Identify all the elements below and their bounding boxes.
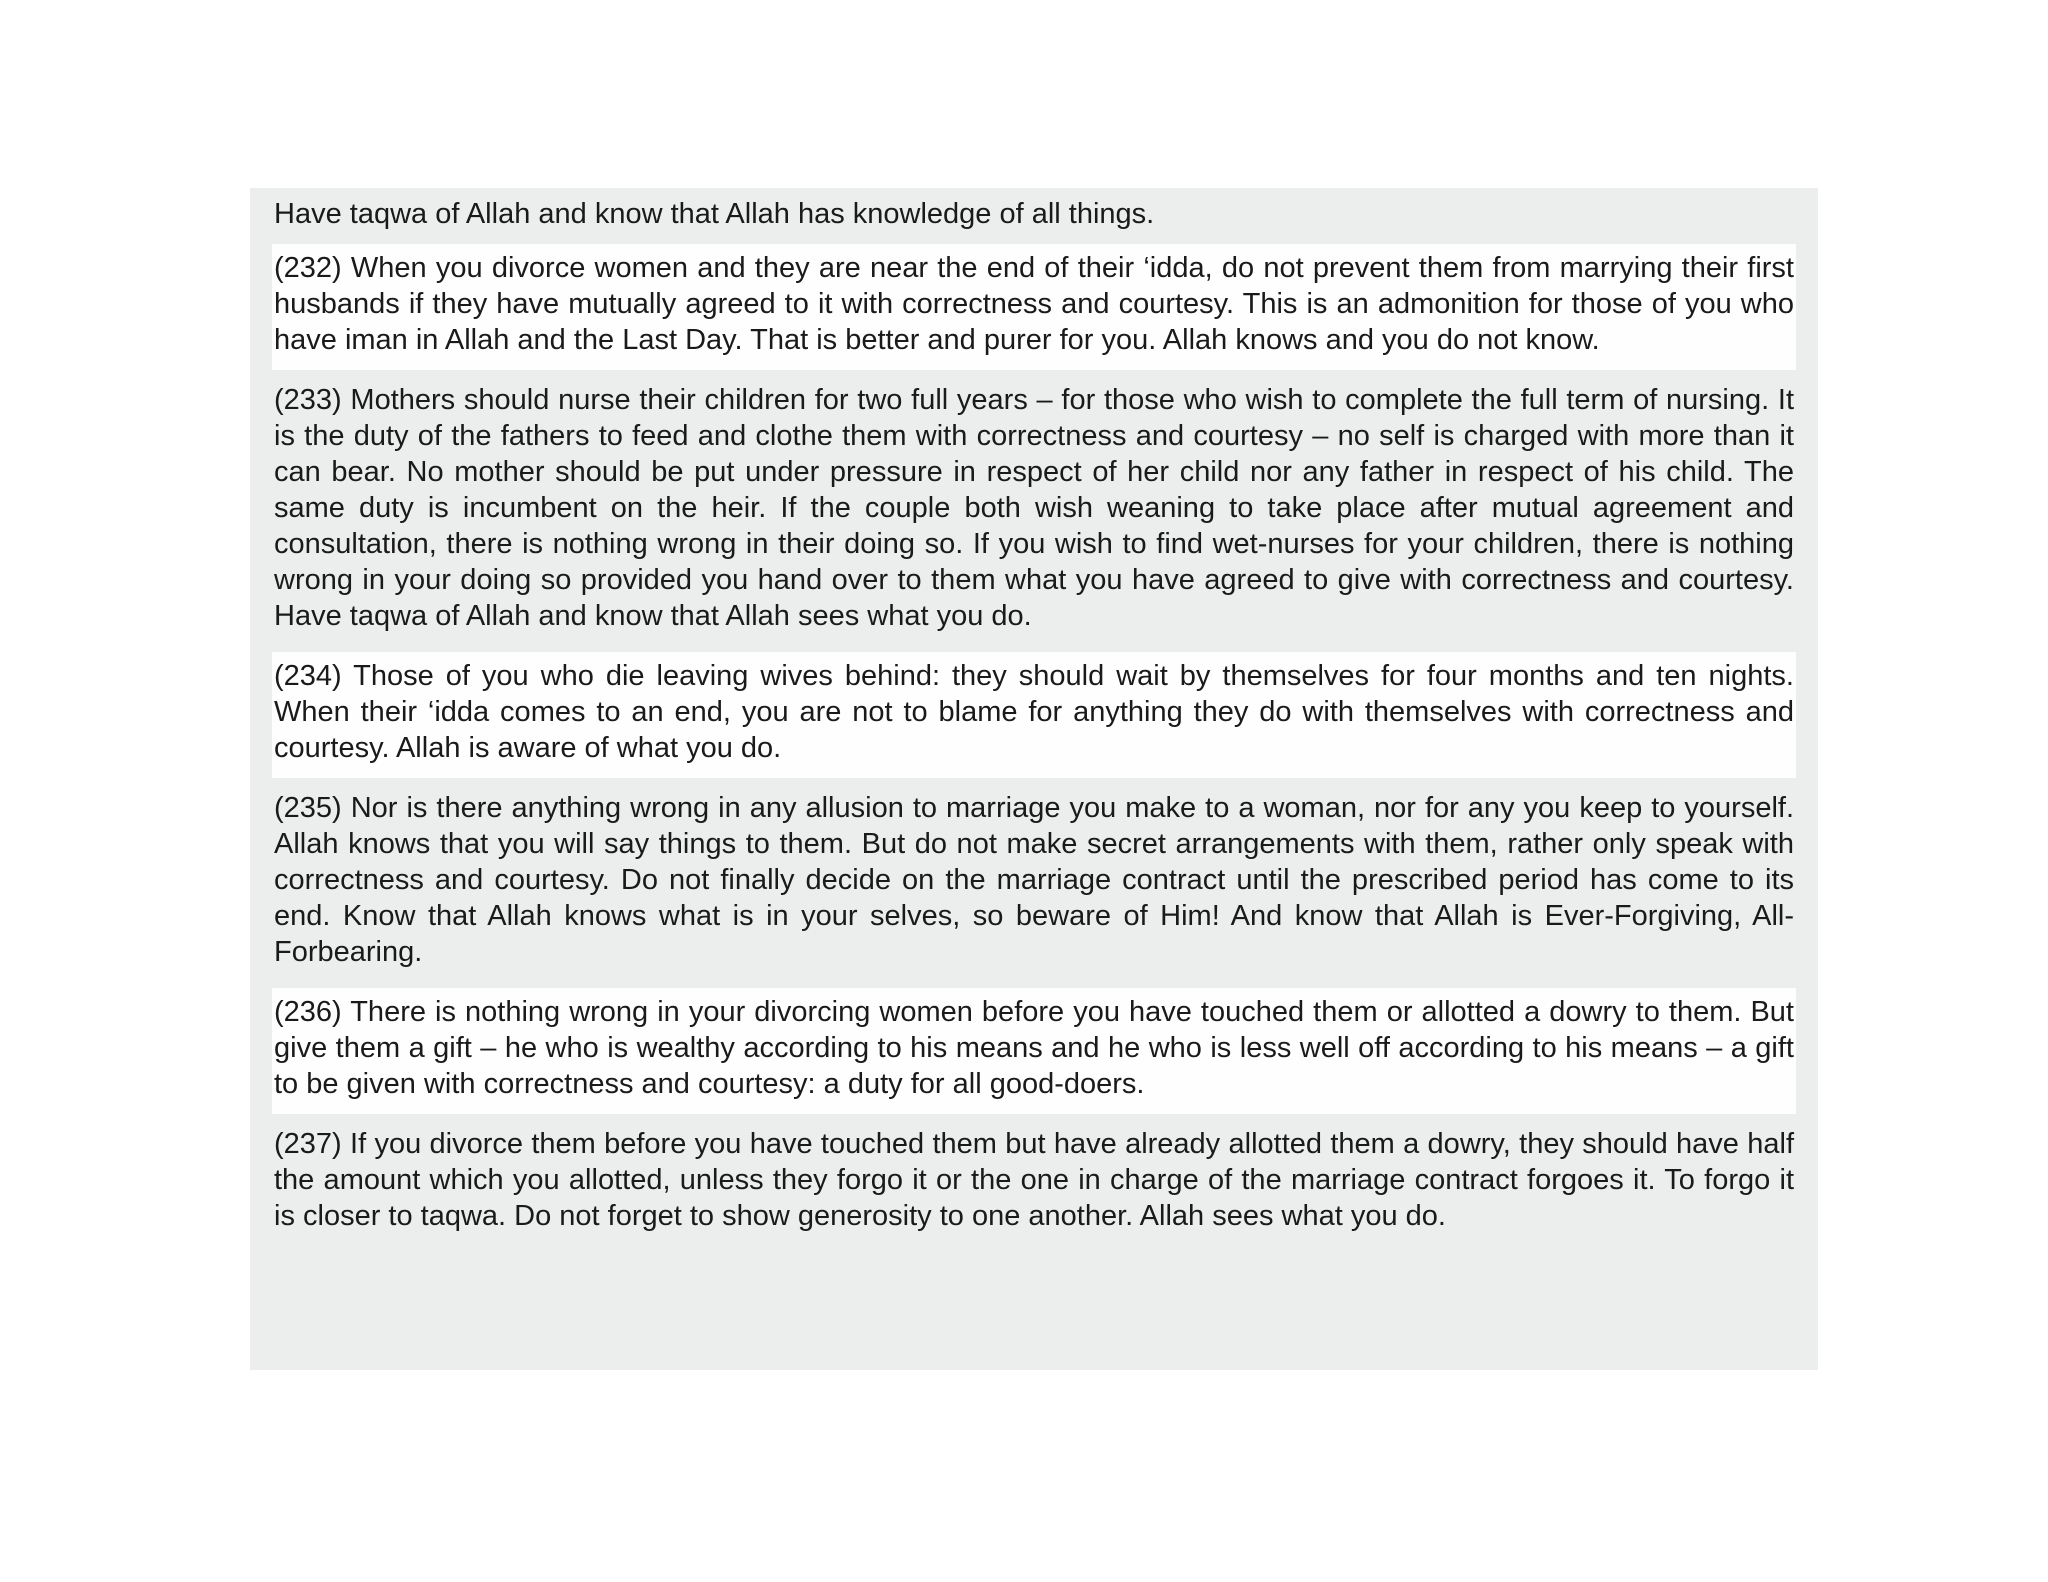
verse-text: (236) There is nothing wrong in your divorcing women before you have touched them or allotted a dowry to them. But give them a gift – he who is wealthy according to his means and he who is less well off according to his means – a gift to be given with correctness and courtesy: a duty for all good-doers. [274, 996, 1794, 1100]
verse-text: (232) When you divorce women and they are near the end of their ‘idda, do not prevent them from marrying their first husbands if they have mutually agreed to it with correctness and courtesy. This is an admonition for those of you who have iman in Allah and the Last Day. That is better and purer for you. Allah knows and you do not know. [274, 252, 1794, 356]
verse-237 [272, 1120, 1796, 1246]
verse-text: (234) Those of you who die leaving wives behind: they should wait by themselves for four months and ten nights. When their ‘idda comes to an end, you are not to blame for anything they do with themselves with correctness and courtesy. Allah is aware of what you do. [274, 660, 1794, 764]
verse-text: (235) Nor is there anything wrong in any allusion to marriage you make to a woman, nor for any you keep to yourself. Allah knows that you will say things to them. But do not make secret arrangements with them, rather only speak with correctness and courtesy. Do not finally decide on the marriage contract until the prescribed period has come to its end. Know that Allah knows what is in your selves, so beware of Him! And know that Allah is Ever-Forgiving, All-Forbearing. [274, 792, 1794, 968]
verse-235 [272, 784, 1796, 982]
verse-text: Have taqwa of Allah and know that Allah has knowledge of all things. [274, 198, 1155, 230]
verse-intro [272, 190, 1796, 244]
text-panel [250, 188, 1818, 1370]
verse-234 [272, 652, 1796, 778]
verse-text: (237) If you divorce them before you have touched them but have already allotted them a dowry, they should have half the amount which you allotted, unless they forgo it or the one in charge of the marriage contract forgoes it. To forgo it is closer to taqwa. Do not forget to show generosity to one another. Allah sees what you do. [274, 1128, 1794, 1232]
verse-233 [272, 376, 1796, 646]
verse-236 [272, 988, 1796, 1114]
verse-232 [272, 244, 1796, 370]
verse-text: (233) Mothers should nurse their children for two full years – for those who wish to complete the full term of nursing. It is the duty of the fathers to feed and clothe them with correctness and courtesy – no self is charged with more than it can bear. No mother should be put under pressure in respect of her child nor any father in respect of his child. The same duty is incumbent on the heir. If the couple both wish weaning to take place after mutual agreement and consultation, there is nothing wrong in their doing so. If you wish to find wet-nurses for your children, there is nothing wrong in your doing so provided you hand over to them what you have agreed to give with correctness and courtesy. Have taqwa of Allah and know that Allah sees what you do. [274, 384, 1794, 632]
